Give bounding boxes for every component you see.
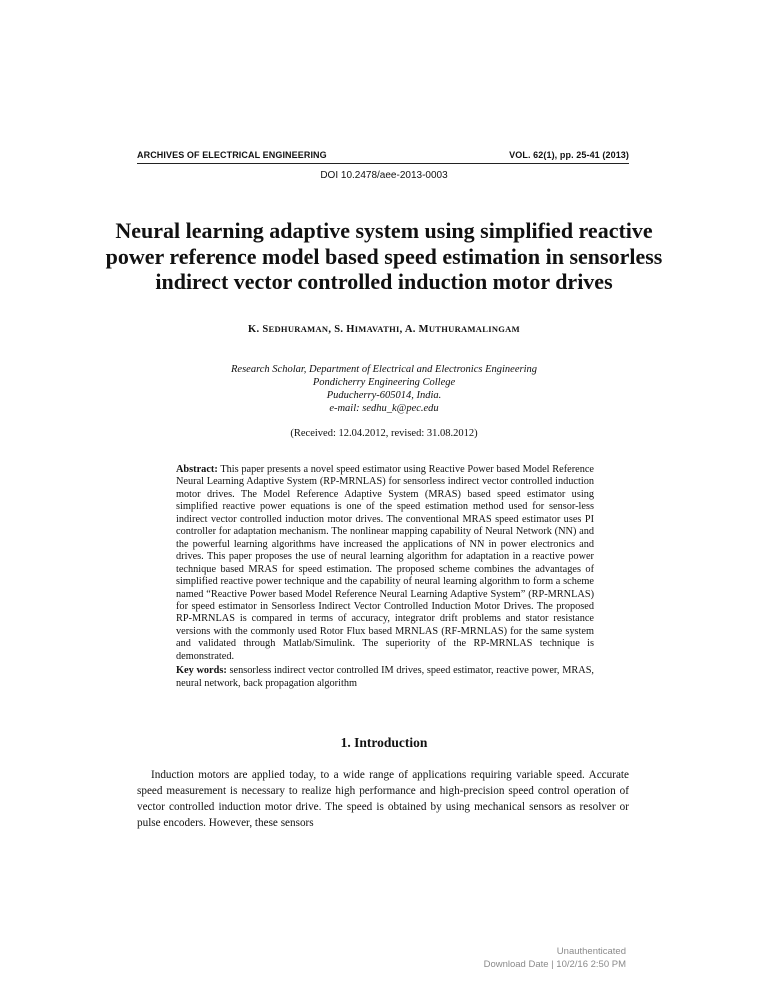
author-email: e-mail: sedhu_k@pec.edu [329, 403, 439, 414]
keywords-label: Key words: [176, 665, 227, 677]
affiliation-institution: Pondicherry Engineering College [312, 377, 456, 388]
author-list [0, 324, 768, 335]
abstract-text: This paper presents a novel speed estimator using Reactive Power based Model Reference Neural Learning Adaptive System (RP-MRNLAS) for sensorless indirect vector controlled induction motor drives. The Model Reference Adaptive System (MRAS) based speed estimator using simplified reactive power equations is one of the speed estimation method used for sensor-less indirect vector controlled induction motor drives. The conventional MRAS speed estimator uses PI controller for adaptation mechanism. The nonlinear mapping capability of Neural Network (NN) and the powerful learning algorithms have increased the applications of NN in power electronics and drives. This paper proposes the use of neural learning algorithm for adaptation in a reactive power technique based MRAS for speed estimation. The proposed scheme combines the advantages of simplified reactive power technique and the capability of neural learning algorithm to form a scheme named “Reactive Power based Model Reference Neural Learning Adaptive System” (RP-MRNLAS) for speed estimator in Sensorless Indirect Vector Controlled Induction Motor Drives. The proposed RP-MRNLAS is compared in terms of accuracy, integrator drift problems and stator resistance versions with the commonly used Rotor Flux based MRNLAS (RF-MRNLAS) for the same system and validated through Matlab/Simulink. The superiority of the RP-MRNLAS technique is demonstrated. [176, 464, 594, 662]
affiliation-address: Puducherry-605014, India. [326, 390, 442, 401]
affiliation [0, 363, 768, 415]
journal-name: ARCHIVES OF ELECTRICAL ENGINEERING [137, 150, 327, 160]
author: K. SEDHURAMAN, [248, 324, 335, 335]
volume-info: VOL. 62(1), pp. 25-41 (2013) [509, 150, 629, 160]
received-dates: (Received: 12.04.2012, revised: 31.08.2012) [290, 428, 478, 439]
paper-title: Neural learning adaptive system using simplified reactive power reference model based speed estimation in sensorless indirect vector controlled induction motor drives [105, 218, 663, 294]
author: S. HIMAVATHI, [334, 324, 405, 335]
header-rule [137, 163, 629, 164]
section-heading: 1. Introduction [340, 735, 428, 750]
abstract [176, 464, 594, 690]
doi: DOI 10.2478/aee-2013-0003 [320, 170, 448, 181]
author: A. MUTHURAMALINGAM [404, 324, 520, 335]
abstract-label: Abstract: [176, 464, 218, 475]
keywords-text: sensorless indirect vector controlled IM drives, speed estimator, reactive power, MRAS, neural network, back propagation algorithm [176, 665, 594, 689]
download-watermark [484, 945, 626, 971]
body-paragraph: Induction motors are applied today, to a wide range of applications requiring variable speed. Accurate speed measurement is necessary to realize high performance and high-precision speed control operation of vector controlled induction motor drive. The speed is obtained by using mechanical sensors as resolver or pulse encoders. However, these sensors [137, 769, 629, 829]
keywords-paragraph [176, 665, 594, 690]
watermark-date: Download Date | 10/2/16 2:50 PM [483, 959, 626, 970]
affiliation-department: Research Scholar, Department of Electrical and Electronics Engineering [231, 364, 537, 375]
abstract-paragraph [176, 464, 594, 663]
watermark-status: Unauthenticated [556, 946, 626, 957]
